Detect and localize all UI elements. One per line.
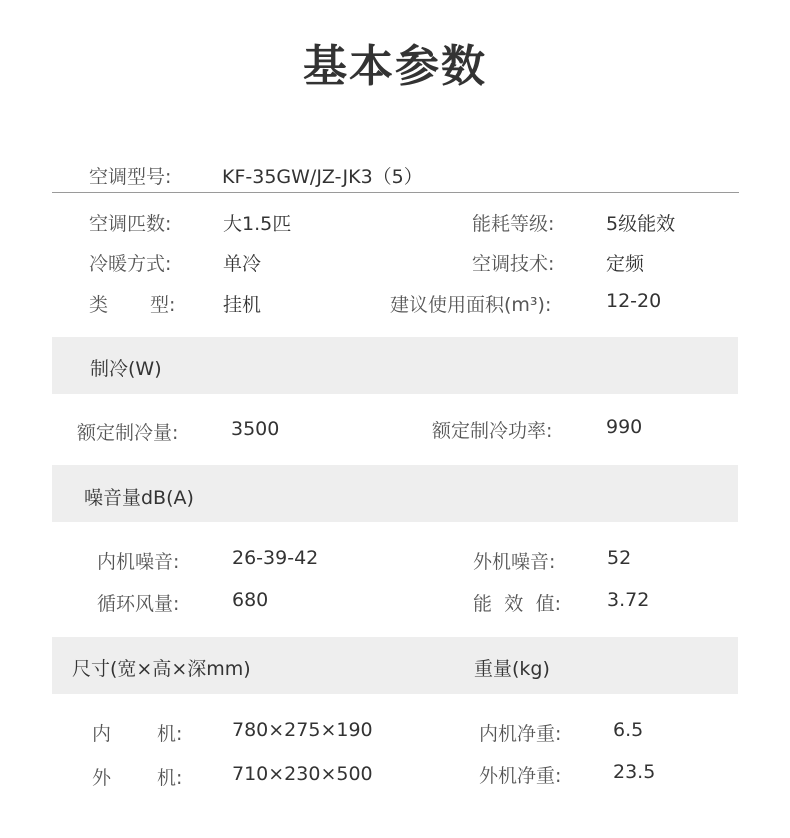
model-value: KF-35GW/JZ-JK3（5） bbox=[222, 166, 423, 188]
energy-label: 能耗等级: bbox=[472, 213, 555, 235]
type-label-b: 型: bbox=[150, 294, 176, 316]
eer-label-char-2: 效 bbox=[504, 593, 524, 615]
horsepower-value: 大1.5匹 bbox=[223, 213, 292, 235]
airflow-value: 680 bbox=[232, 589, 269, 611]
eer-label-char-1: 能 bbox=[473, 593, 493, 615]
area-value: 12-20 bbox=[606, 290, 662, 312]
cooling-power-value: 990 bbox=[606, 416, 643, 438]
indoor-noise-value: 26-39-42 bbox=[232, 547, 319, 569]
type-value: 挂机 bbox=[223, 294, 262, 316]
cooling-capacity-value: 3500 bbox=[231, 418, 280, 440]
outdoor-size-value: 710×230×500 bbox=[232, 763, 373, 785]
eer-label-char-3: 值: bbox=[535, 593, 561, 615]
eer-label bbox=[473, 589, 561, 616]
outdoor-size-label-b: 机: bbox=[157, 767, 183, 789]
weight-section-title: 重量(kg) bbox=[474, 658, 550, 680]
outdoor-weight-label: 外机净重: bbox=[479, 765, 562, 787]
indoor-weight-value: 6.5 bbox=[613, 719, 644, 741]
cooling-section-title: 制冷(W) bbox=[90, 358, 162, 380]
cooling-power-label: 额定制冷功率: bbox=[432, 420, 553, 442]
size-section-title: 尺寸(宽×高×深mm) bbox=[72, 658, 251, 680]
horsepower-label: 空调匹数: bbox=[89, 213, 172, 235]
outdoor-weight-value: 23.5 bbox=[613, 761, 656, 783]
indoor-noise-label: 内机噪音: bbox=[97, 551, 180, 573]
model-label: 空调型号: bbox=[89, 166, 172, 188]
type-label-a: 类 bbox=[89, 294, 109, 316]
energy-value: 5级能效 bbox=[606, 213, 676, 235]
divider bbox=[52, 192, 739, 193]
mode-value: 单冷 bbox=[223, 253, 262, 275]
page-title: 基本参数 bbox=[303, 41, 487, 92]
area-label: 建议使用面积(m³): bbox=[390, 294, 552, 316]
outdoor-size-label-a: 外 bbox=[92, 767, 112, 789]
mode-label: 冷暖方式: bbox=[89, 253, 172, 275]
noise-section-title: 噪音量dB(A) bbox=[84, 487, 194, 509]
indoor-size-label-b: 机: bbox=[157, 723, 183, 745]
tech-label: 空调技术: bbox=[472, 253, 555, 275]
indoor-size-label-a: 内 bbox=[92, 723, 112, 745]
indoor-weight-label: 内机净重: bbox=[479, 723, 562, 745]
airflow-label: 循环风量: bbox=[97, 593, 180, 615]
indoor-size-value: 780×275×190 bbox=[232, 719, 373, 741]
eer-value: 3.72 bbox=[607, 589, 650, 611]
outdoor-noise-value: 52 bbox=[607, 547, 632, 569]
tech-value: 定频 bbox=[606, 253, 645, 275]
outdoor-noise-label: 外机噪音: bbox=[473, 551, 556, 573]
cooling-capacity-label: 额定制冷量: bbox=[77, 422, 179, 444]
